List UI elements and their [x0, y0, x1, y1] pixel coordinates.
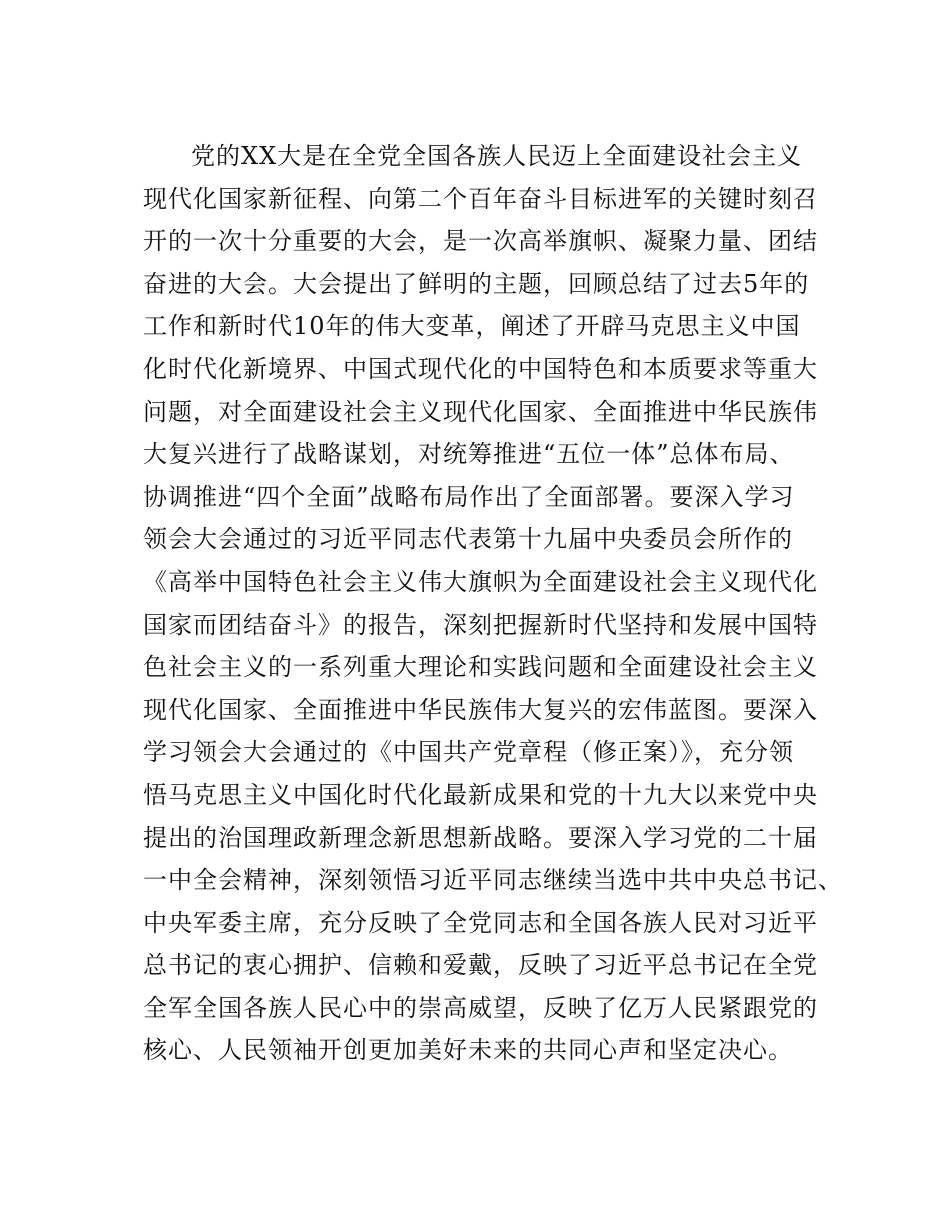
- paragraph-line: 党的XX大是在全党全国各族人民迈上全面建设社会主义: [191, 142, 803, 170]
- paragraph-line: 现代化国家、全面推进中华民族伟大复兴的宏伟蓝图。要深入: [143, 695, 818, 724]
- paragraph-line: 问题，对全面建设社会主义现代化国家、全面推进中华民族伟: [143, 397, 818, 426]
- paragraph-line: 全军全国各族人民心中的崇高威望，反映了亿万人民紧跟党的: [143, 993, 818, 1022]
- paragraph-line: 总书记的衷心拥护、信赖和爱戴，反映了习近平总书记在全党: [143, 951, 818, 980]
- paragraph-line: 大复兴进行了战略谋划，对统筹推进“五位一体”总体布局、: [143, 440, 795, 469]
- paragraph-line: 现代化国家新征程、向第二个百年奋斗目标进军的关键时刻召: [143, 184, 818, 213]
- paragraph-line: 开的一次十分重要的大会，是一次高举旗帜、凝聚力量、团结: [143, 227, 818, 256]
- body-paragraph: [143, 135, 843, 1072]
- paragraph-line: 悟马克思主义中国化时代化最新成果和党的十九大以来党中央: [143, 780, 818, 809]
- paragraph-line: 工作和新时代10年的伟大变革，阐述了开辟马克思主义中国: [143, 312, 801, 341]
- paragraph-line: 核心、人民领袖开创更加美好未来的共同心声和坚定决心。: [143, 1036, 793, 1065]
- paragraph-line: 国家而团结奋斗》的报告，深刻把握新时代坚持和发展中国特: [143, 610, 818, 639]
- paragraph-line: 《高举中国特色社会主义伟大旗帜为全面建设社会主义现代化: [143, 567, 818, 596]
- paragraph-line: 化时代化新境界、中国式现代化的中国特色和本质要求等重大: [143, 354, 818, 383]
- paragraph-line: 奋进的大会。大会提出了鲜明的主题，回顾总结了过去5年的: [143, 269, 810, 298]
- paragraph-line: 色社会主义的一系列重大理论和实践问题和全面建设社会主义: [143, 653, 818, 682]
- paragraph-line: 提出的治国理政新理念新思想新战略。要深入学习党的二十届: [143, 823, 818, 852]
- paragraph-line: 中央军委主席，充分反映了全党同志和全国各族人民对习近平: [143, 908, 818, 937]
- paragraph-line: 学习领会大会通过的《中国共产党章程（修正案）》，充分领: [143, 738, 794, 767]
- paragraph-line: 领会大会通过的习近平同志代表第十九届中央委员会所作的: [143, 525, 793, 554]
- paragraph-line: 一中全会精神，深刻领悟习近平同志继续当选中共中央总书记、: [143, 866, 843, 895]
- paragraph-line: 协调推进“四个全面”战略布局作出了全面部署。要深入学习: [143, 482, 795, 511]
